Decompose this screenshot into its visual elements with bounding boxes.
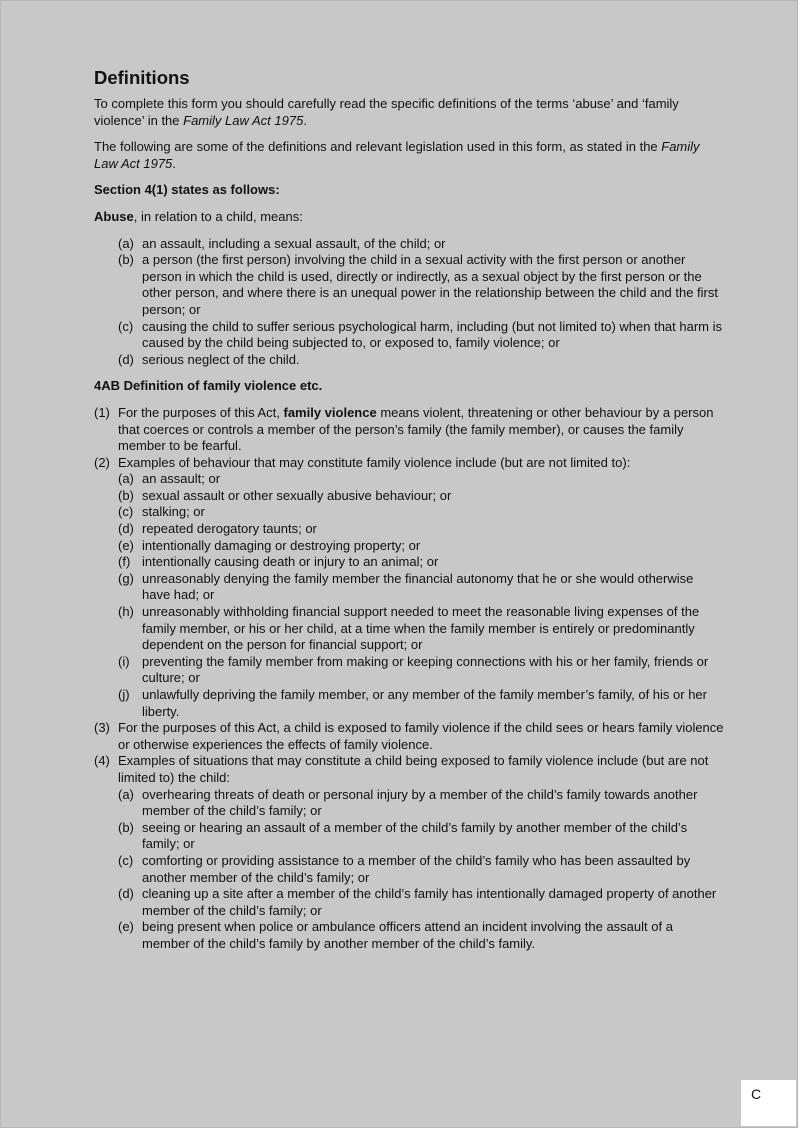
list-item — [118, 488, 724, 505]
list-marker: (b) — [118, 487, 134, 503]
numbered-item-3 — [94, 720, 724, 753]
section-4ab-heading: 4AB Definition of family violence etc. — [94, 378, 323, 394]
abuse-definition-lead — [94, 209, 724, 226]
list-item-text: sexual assault or other sexually abusive behaviour; or — [142, 487, 452, 503]
list-item-text: stalking; or — [142, 504, 205, 520]
section-tab — [741, 1080, 796, 1126]
list-marker: (d) — [118, 886, 134, 902]
list-item-text: unlawfully depriving the family member, or any member of the family member’s family, of his or her liberty. — [142, 687, 707, 719]
list-marker: (e) — [118, 919, 134, 935]
list-item-text: cleaning up a site after a member of the child’s family has intentionally damaged property of another member of the child’s family; or — [142, 886, 717, 918]
page-title: Definitions — [94, 67, 190, 88]
list-item-text: a person (the first person) involving the child in a sexual activity with the first person or another person in which the child is used, directly or indirectly, as a sexual object by the first person or the other person, and where there is an unequal power in the relationship between the child and the first person; or — [142, 252, 718, 317]
list-marker: (c) — [118, 318, 134, 334]
intro-1-text: To complete this form you should carefully read the specific definitions of the terms ‘abuse’ and ‘family violence’ in the — [94, 96, 679, 128]
list-item-text: repeated derogatory taunts; or — [142, 521, 317, 537]
list-item-text: seeing or hearing an assault of a member of the child’s family by another member of the child’s family; or — [142, 819, 688, 852]
list-item — [118, 687, 724, 720]
list-marker: (e) — [118, 537, 134, 553]
list-item — [118, 604, 724, 654]
list-item-text: overhearing threats of death or personal injury by a member of the child’s family towards another member of the child’s family; or — [142, 786, 698, 819]
list-item-text: an assault; or — [142, 471, 221, 487]
list-marker: (b) — [118, 252, 134, 268]
list-marker: (d) — [118, 351, 134, 367]
list-marker: (1) — [94, 404, 110, 420]
list-marker: (j) — [118, 687, 130, 702]
list-marker: (a) — [118, 471, 134, 487]
numbered-item-4 — [94, 753, 724, 952]
list-item — [118, 504, 724, 521]
list-item-text: unreasonably denying the family member the financial autonomy that he or she would otherwise have had; or — [142, 570, 694, 603]
abuse-definition-list — [94, 236, 724, 369]
list-item — [118, 538, 724, 555]
list-marker: (2) — [94, 454, 110, 470]
item-1-text: For the purposes of this Act, — [118, 404, 284, 420]
list-item-text: preventing the family member from making or keeping connections with his or her family, friends or culture; or — [142, 653, 709, 686]
intro-paragraph-1 — [94, 96, 724, 129]
list-marker: (i) — [118, 653, 130, 669]
exposure-examples-list — [118, 787, 724, 953]
list-item — [118, 787, 724, 820]
section-4-1-heading: Section 4(1) states as follows: — [94, 182, 280, 198]
intro-paragraph-2 — [94, 139, 724, 172]
list-marker: (d) — [118, 521, 134, 537]
list-marker: (c) — [118, 852, 134, 868]
list-item — [118, 471, 724, 488]
intro-1-act-title: Family Law Act 1975 — [183, 112, 304, 128]
page-content — [94, 67, 724, 953]
list-item-text: serious neglect of the child. — [142, 351, 300, 367]
list-item-text: unreasonably withholding financial support needed to meet the reasonable living expenses of the family member, or his or her child, at a time when the family member is entirely or predominantly dependent on the person for financial support; or — [142, 604, 700, 653]
numbered-item-1 — [94, 405, 724, 455]
list-marker: (3) — [94, 720, 110, 736]
list-marker: (a) — [118, 235, 134, 251]
list-marker: (a) — [118, 786, 134, 802]
list-item — [118, 352, 724, 369]
list-marker: (f) — [118, 554, 131, 570]
section-tab-letter: C — [751, 1086, 762, 1102]
list-marker: (4) — [94, 753, 110, 769]
item-2-text: Examples of behaviour that may constitute family violence include (but are not limited to): — [118, 454, 631, 470]
list-item — [118, 554, 724, 571]
list-item-text: being present when police or ambulance officers attend an incident involving the assault of a member of the child’s family by another member of the child’s family. — [142, 919, 673, 951]
list-item — [118, 886, 724, 919]
intro-2-end: . — [172, 155, 176, 171]
list-marker: (b) — [118, 819, 134, 835]
family-violence-list — [94, 405, 724, 953]
intro-2-act-title: Family Law Act 1975 — [94, 139, 700, 171]
list-item-text: causing the child to suffer serious psychological harm, including (but not limited to) when that harm is caused by the child being subjected to, or exposed to, family violence; or — [142, 318, 722, 351]
list-item — [118, 236, 724, 253]
numbered-item-2 — [94, 455, 724, 721]
intro-1-end: . — [303, 112, 307, 128]
item-4-text: Examples of situations that may constitute a child being exposed to family violence include (but are not limited to) the child: — [118, 753, 709, 785]
list-item — [118, 820, 724, 853]
abuse-lead-text: , in relation to a child, means: — [133, 208, 303, 224]
abuse-term: Abuse — [94, 208, 134, 224]
list-item — [118, 521, 724, 538]
list-item — [118, 919, 724, 952]
list-item-text: an assault, including a sexual assault, of the child; or — [142, 235, 446, 251]
list-item-text: comforting or providing assistance to a member of the child’s family who has been assaulted by another member of the child’s family; or — [142, 852, 691, 885]
list-item — [118, 571, 724, 604]
list-item — [118, 252, 724, 318]
item-1-text-end: means violent, threatening or other behaviour by a person that coerces or controls a member of the person’s family (the family member), or causes the family member to be fearful. — [118, 404, 714, 454]
list-item — [118, 319, 724, 352]
intro-2-text: The following are some of the definitions and relevant legislation used in this form, as stated in the — [94, 139, 662, 155]
family-violence-term: family violence — [283, 404, 377, 420]
list-marker: (h) — [118, 604, 134, 620]
list-item-text: intentionally damaging or destroying property; or — [142, 537, 421, 553]
list-item — [118, 654, 724, 687]
list-item — [118, 853, 724, 886]
behaviour-examples-list — [118, 471, 724, 720]
list-item-text: intentionally causing death or injury to an animal; or — [142, 554, 439, 570]
item-3-text: For the purposes of this Act, a child is exposed to family violence if the child sees or hears family violence or otherwise experiences the effects of family violence. — [118, 720, 724, 752]
list-marker: (c) — [118, 504, 134, 520]
list-marker: (g) — [118, 570, 134, 586]
